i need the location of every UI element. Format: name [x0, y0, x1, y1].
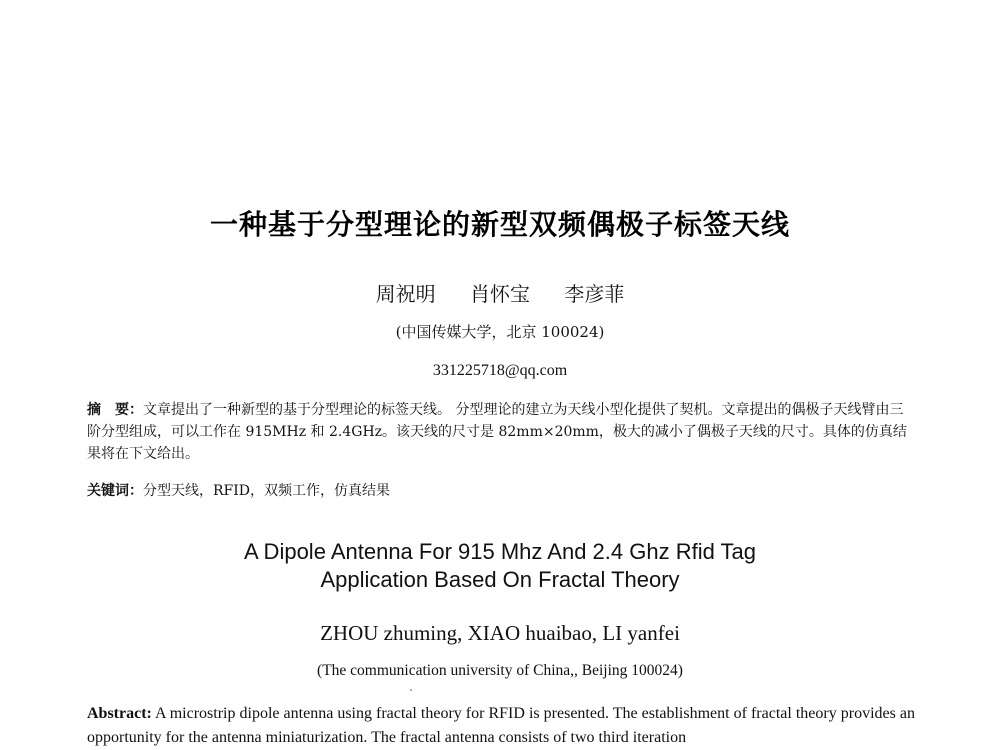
paper-title-english: [0, 538, 1000, 594]
abstract-text-chinese: 文章提出了一种新型的基于分型理论的标签天线。 分型理论的建立为天线小型化提供了契机。文章提出的偶极子天线臂由三阶分型组成，可以工作在 915MHz 和 2.4GHz。该天线的尺寸是 82mm×20mm，极大的减小了偶极子天线的尺寸。具体的仿真结果将在下文给出。: [87, 402, 907, 462]
title-english-line-2: Application Based On Fractal Theory: [320, 567, 680, 592]
author-name: 肖怀宝: [470, 282, 530, 306]
abstract-label-english: Abstract:: [87, 705, 152, 722]
paper-title-chinese: 一种基于分型理论的新型双频偶极子标签天线: [209, 208, 790, 241]
abstract-chinese: [87, 399, 915, 465]
abstract-text-english: A microstrip dipole antenna using fractal theory for RFID is presented. The establishment of fractal theory provides an opportunity for the antenna miniaturization. The fractal antenna consists of two third iteration: [87, 705, 915, 746]
title-english-line-1: A Dipole Antenna For 915 Mhz And 2.4 Ghz Rfid Tag: [243, 539, 757, 564]
author-list-english: ZHOU zhuming, XIAO huaibao, LI yanfei: [320, 621, 680, 645]
scan-speck: [410, 689, 412, 691]
abstract-english: [87, 702, 915, 750]
keywords-chinese: [87, 480, 915, 502]
keywords-label-chinese: 关键词：: [87, 483, 143, 499]
abstract-label-chinese: 摘 要：: [87, 402, 143, 418]
author-list-chinese: [0, 278, 1000, 307]
author-name: 周祝明: [375, 282, 436, 306]
affiliation-chinese: (中国传媒大学，北京 100024): [395, 323, 605, 341]
author-name: 李彦菲: [564, 282, 625, 306]
affiliation-english: (The communication university of China,, Beijing 100024): [317, 662, 683, 679]
keywords-text-chinese: 分型天线，RFID，双频工作，仿真结果: [143, 483, 391, 499]
author-email: 331225718@qq.com: [432, 362, 568, 379]
